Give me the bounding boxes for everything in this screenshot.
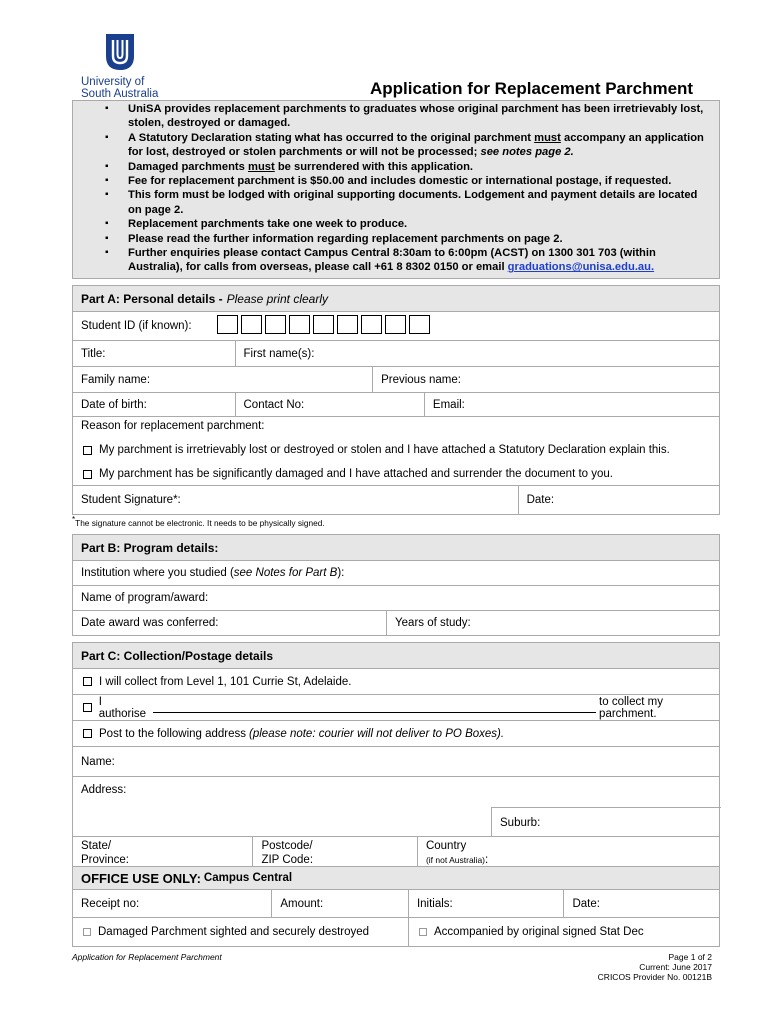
signature-date-field[interactable]: Date: [518, 486, 719, 514]
id-digit-box[interactable] [313, 315, 334, 334]
part-a-header: Part A: Personal details - Please print clearly [73, 286, 719, 311]
initials-field[interactable]: Initials: [408, 890, 564, 917]
cricos-number: CRICOS Provider No. 00121B [597, 972, 712, 982]
reason-option-lost[interactable]: My parchment is irretrievably lost or destroyed or stolen and I have attached a Statutory Declaration explain this. [81, 438, 719, 462]
id-digit-box[interactable] [289, 315, 310, 334]
note-item: ▪ Further enquiries please contact Campus Central 8:30am to 6:00pm (ACST) on 1300 301 703 (within Australia), for calls from overseas, please call +61 8 8302 0150 or email graduations@unisa.edu.au. [73, 246, 719, 275]
postcode-field[interactable]: Postcode/ ZIP Code: [252, 837, 417, 868]
id-digit-box[interactable] [361, 315, 382, 334]
contact-field[interactable]: Contact No: [235, 393, 424, 416]
office-use-header: OFFICE USE ONLY: Campus Central [73, 867, 719, 889]
receipt-field[interactable]: Receipt no: [81, 897, 140, 910]
logo-text [81, 76, 181, 100]
signature-field[interactable]: Student Signature*: [81, 494, 181, 506]
email-link[interactable]: graduations@unisa.edu.au. [507, 261, 655, 274]
email-field[interactable]: Email: [424, 393, 719, 416]
damaged-sighted-option[interactable]: Damaged Parchment sighted and securely destroyed [73, 918, 408, 946]
note-item: ▪ Please read the further information regarding replacement parchments on page 2. [73, 232, 719, 246]
checkbox-icon[interactable] [83, 470, 92, 479]
suburb-field[interactable]: Suburb: [491, 807, 721, 837]
id-digit-box[interactable] [385, 315, 406, 334]
dob-field[interactable]: Date of birth: [81, 398, 147, 411]
family-name-field[interactable]: Family name: [81, 373, 151, 386]
page-number: Page 1 of 2 [668, 952, 712, 962]
unisa-logo-icon [104, 32, 136, 72]
years-of-study-field[interactable]: Years of study: [386, 611, 719, 635]
part-c-section [72, 642, 720, 869]
note-item: ▪ Fee for replacement parchment is $50.00 and includes domestic or international postage, if requested. [73, 174, 719, 188]
note-item: ▪ Replacement parchments take one week to produce. [73, 217, 719, 231]
country-field[interactable]: Country (if not Australia): [417, 837, 719, 868]
authorise-name-line[interactable] [153, 703, 596, 713]
postal-address-field[interactable]: Address: [81, 784, 127, 796]
checkbox-icon[interactable] [83, 703, 92, 712]
previous-name-field[interactable]: Previous name: [372, 367, 719, 392]
first-name-field[interactable]: First name(s): [235, 341, 719, 366]
notes-box [72, 100, 720, 279]
part-a-section [72, 285, 720, 515]
note-item: ▪ A Statutory Declaration stating what has occurred to the original parchment must accompany an application for lost, destroyed or stolen parchments or will not be processed; see notes page 2. [73, 131, 719, 160]
reason-option-damaged[interactable]: My parchment has be significantly damaged and I have attached and surrender the document to you. [81, 462, 719, 486]
logo-line-2: South Australia [81, 88, 159, 100]
student-id-boxes [214, 315, 430, 337]
current-date: Current: June 2017 [639, 962, 712, 972]
note-item: ▪ This form must be lodged with original supporting documents. Lodgement and payment details are located on page 2. [73, 188, 719, 217]
office-use-section [72, 866, 720, 947]
program-field[interactable]: Name of program/award: [81, 592, 209, 604]
part-b-section [72, 534, 720, 636]
postal-name-field[interactable]: Name: [81, 755, 115, 768]
checkbox-icon[interactable] [419, 928, 427, 936]
office-date-field[interactable]: Date: [563, 890, 719, 917]
logo-line-1: University of [81, 76, 145, 88]
amount-field[interactable]: Amount: [271, 890, 408, 917]
note-item: ▪ UniSA provides replacement parchments to graduates whose original parchment has been irretrievably lost, stolen, destroyed or damaged. [73, 102, 719, 131]
note-item: ▪ Damaged parchments must be surrendered with this application. [73, 160, 719, 174]
state-field[interactable]: State/ Province: [81, 839, 129, 866]
signature-footnote: *The signature cannot be electronic. It needs to be physically signed. [72, 515, 325, 528]
collect-option[interactable]: I will collect from Level 1, 101 Currie St, Adelaide. [73, 669, 719, 694]
institution-field[interactable]: Institution where you studied ( see Notes for Part B ): [81, 567, 345, 579]
stat-dec-option[interactable]: Accompanied by original signed Stat Dec [408, 918, 719, 946]
id-digit-box[interactable] [337, 315, 358, 334]
authorise-option[interactable]: I authorise to collect my parchment. [73, 695, 719, 720]
id-digit-box[interactable] [241, 315, 262, 334]
title-field[interactable]: Title: [81, 347, 106, 360]
document-title: Application for Replacement Parchment [370, 79, 694, 98]
post-option[interactable]: Post to the following address (please note: courier will not deliver to PO Boxes). [73, 721, 719, 746]
id-digit-box[interactable] [409, 315, 430, 334]
checkbox-icon[interactable] [83, 928, 91, 936]
date-conferred-field[interactable]: Date award was conferred: [81, 617, 219, 629]
id-digit-box[interactable] [265, 315, 286, 334]
id-digit-box[interactable] [217, 315, 238, 334]
checkbox-icon[interactable] [83, 446, 92, 455]
part-c-header: Part C: Collection/Postage details [73, 643, 719, 668]
part-b-header: Part B: Program details: [73, 535, 719, 560]
footer-info [598, 952, 712, 982]
student-id-label: Student ID (if known): [81, 320, 192, 332]
checkbox-icon[interactable] [83, 729, 92, 738]
checkbox-icon[interactable] [83, 677, 92, 686]
footer-title: Application for Replacement Parchment [72, 952, 222, 962]
reason-label: Reason for replacement parchment: [81, 420, 265, 432]
